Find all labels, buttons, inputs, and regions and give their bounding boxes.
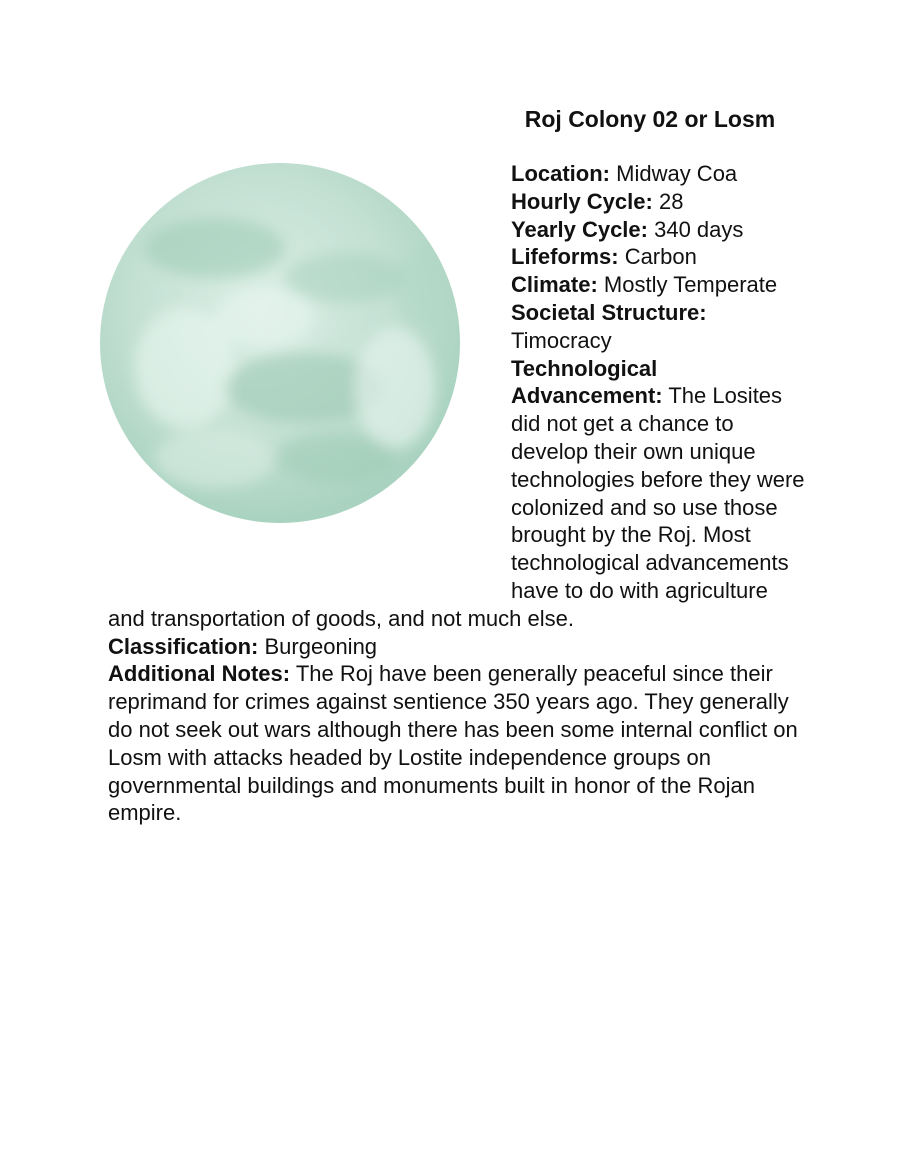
field-label: Location: (511, 161, 610, 186)
field-label: Hourly Cycle: (511, 188, 653, 214)
field-label: Climate: (511, 272, 598, 298)
field-label: Yearly Cycle: (511, 216, 648, 242)
field-value: The Losites did not get a chance to develop their own unique technologies before they were colonized and so use those brought by the Roj. Most technological advancements have to do with agriculture and transportation of goods, and not much else. (108, 383, 805, 631)
field-value: Burgeoning (264, 633, 378, 659)
field-value: 28 (658, 188, 684, 214)
field-label: Lifeforms: (511, 244, 619, 270)
field-value: The Roj have been generally peaceful since their reprimand for crimes against sentience 350 years ago. They generally do not seek out wars although there has been some internal conflict on Losm with attacks headed by Lostite independence groups on governmental buildings and monuments built in honor of the Rojan empire. (108, 661, 798, 826)
field-value: Mostly Temperate (603, 272, 778, 298)
field-value: Timocracy (511, 327, 612, 353)
field-label: Classification: (108, 633, 259, 659)
field-label: Additional Notes: (108, 661, 291, 687)
field-additional-notes (108, 660, 808, 827)
field-classification (108, 633, 808, 661)
page-title: Roj Colony 02 or Losm (524, 106, 776, 132)
field-value: Carbon (624, 244, 697, 270)
field-value: Midway Coa (616, 161, 738, 186)
field-label: Societal Structure: (511, 299, 707, 325)
field-label: Technological Advancement: (511, 355, 663, 409)
field-value: 340 days (654, 216, 744, 242)
image-spacer (108, 160, 511, 578)
planet-details (108, 160, 808, 827)
